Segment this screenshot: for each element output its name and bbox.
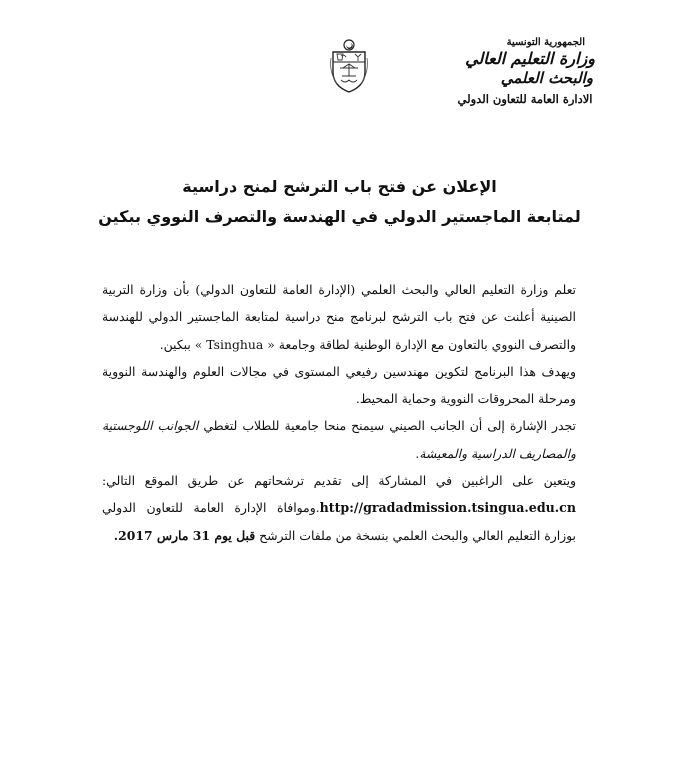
letterhead (455, 36, 595, 108)
paragraph-4 (102, 467, 576, 549)
paragraph-4-middle: .وموافاة الإدارة العامة للتعاون الدولي بوزارة التعليم العالي والبحث العلمي بنسخة من ملفات الترشح (102, 500, 576, 543)
tunisia-coat-of-arms-icon (327, 38, 371, 94)
title-line-1: الإعلان عن فتح باب الترشح لمنح دراسية (182, 177, 497, 196)
title-line-2: لمتابعة الماجستير الدولي في الهندسة والتصرف النووي ببكين (98, 207, 581, 226)
paragraph-4-intro: ويتعين على الراغبين في المشاركة إلى تقديم ترشحاتهم عن طريق الموقع التالي: (102, 473, 576, 489)
letterhead-research: والبحث العلمي (500, 69, 593, 87)
letterhead-ministry: وزارة التعليم العالي (465, 49, 595, 68)
paragraph-3 (102, 412, 576, 467)
application-website-link[interactable]: http://gradadmission.tsingua.edu.cn (319, 500, 576, 516)
paragraph-3-text: تجدر الإشارة إلى أن الجانب الصيني سيمنح منحا جامعية للطلاب لتغطي (203, 418, 576, 434)
announcement-title (40, 172, 639, 232)
application-deadline: قبل يوم 31 مارس 2017. (113, 527, 256, 543)
paragraph-1: تعلم وزارة التعليم العالي والبحث العلمي (الإدارة العامة للتعاون الدولي) بأن وزارة التربية الصينية أعلنت عن فتح باب الترشح لبرنامج منح دراسية لمتابعة الماجستير الدولي للهندسة والتصرف النووي بالتعاون مع الإدارة الوطنية لطاقة وجامعة « Tsinghua » ببكين. (102, 282, 576, 352)
announcement-body (102, 276, 576, 549)
paragraph-2: ويهدف هذا البرنامج لتكوين مهندسين رفيعي المستوى في مجالات العلوم والهندسة النووية ومرحلة المحروقات النووية وحماية المحيط. (102, 363, 576, 407)
letterhead-republic: الجمهورية التونسية (506, 37, 585, 48)
paragraph-3-emphasis: الجوانب اللوجستية والمصاريف الدراسية والمعيشة. (102, 418, 576, 461)
letterhead-directorate: الادارة العامة للتعاون الدولي (457, 92, 593, 106)
